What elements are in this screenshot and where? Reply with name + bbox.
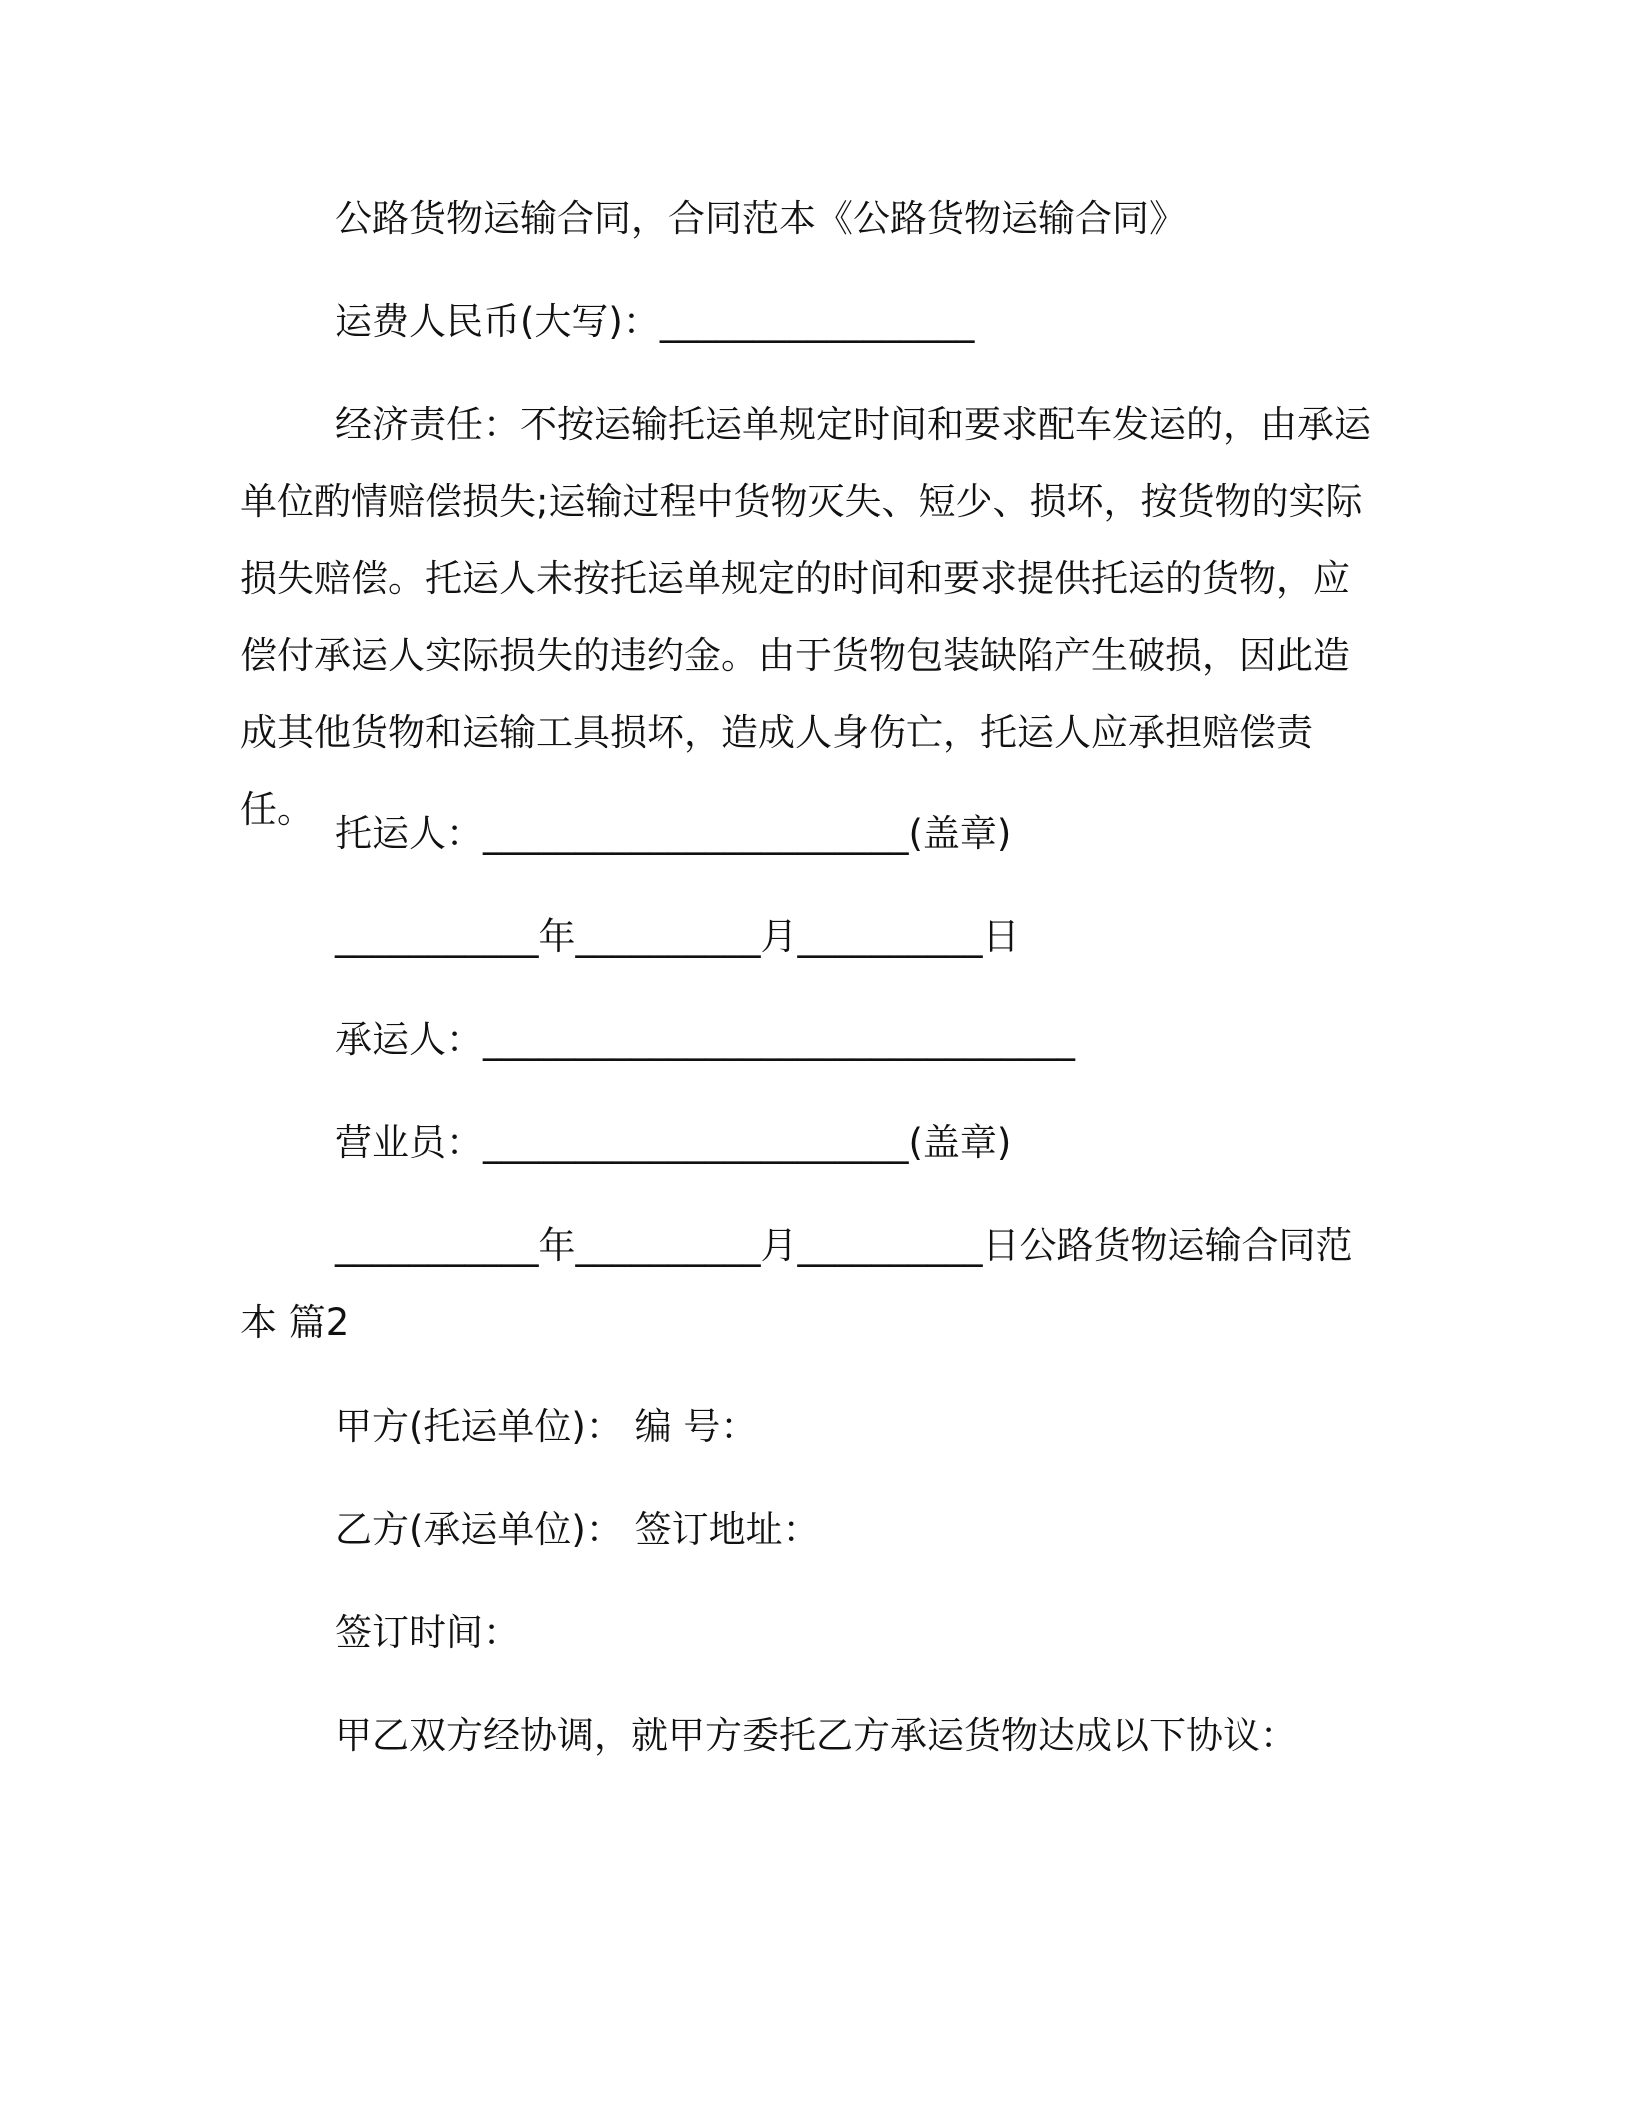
shipper-date-line: ___________年__________月__________日 bbox=[335, 915, 1020, 958]
economic-liability-paragraph: 经济责任：不按运输托运单规定时间和要求配车发运的，由承运单位酌情赔偿损失;运输过程中货物灭失、短少、损坏，按货物的实际损失赔偿。托运人未按托运单规定的时间和要求提供托运的货物，应偿付承运人实际损失的违约金。由于货物包装缺陷产生破损，因此造成其他货物和运输工具损坏，造成人身伤亡，托运人应承担赔偿责任。 bbox=[240, 403, 1371, 831]
clerk-signature-line: 营业员：_______________________(盖章) bbox=[335, 1121, 1012, 1164]
party-a-line: 甲方(托运单位)： 编 号： bbox=[335, 1405, 758, 1448]
party-b-line: 乙方(承运单位)： 签订地址： bbox=[335, 1508, 820, 1551]
carrier-date-and-section-heading: ___________年__________月__________日公路货物运输合同范本 篇2 bbox=[240, 1224, 1353, 1344]
contract-title-line: 公路货物运输合同，合同范本《公路货物运输合同》 bbox=[335, 197, 1186, 240]
carrier-signature-line: 承运人：________________________________ bbox=[335, 1018, 1075, 1061]
signing-time-line: 签订时间： bbox=[335, 1611, 520, 1654]
shipper-signature-line: 托运人：_______________________(盖章) bbox=[335, 812, 1012, 855]
agreement-intro-line: 甲乙双方经协调，就甲方委托乙方承运货物达成以下协议： bbox=[335, 1714, 1297, 1757]
freight-amount-line: 运费人民币(大写)：_________________ bbox=[335, 300, 975, 343]
